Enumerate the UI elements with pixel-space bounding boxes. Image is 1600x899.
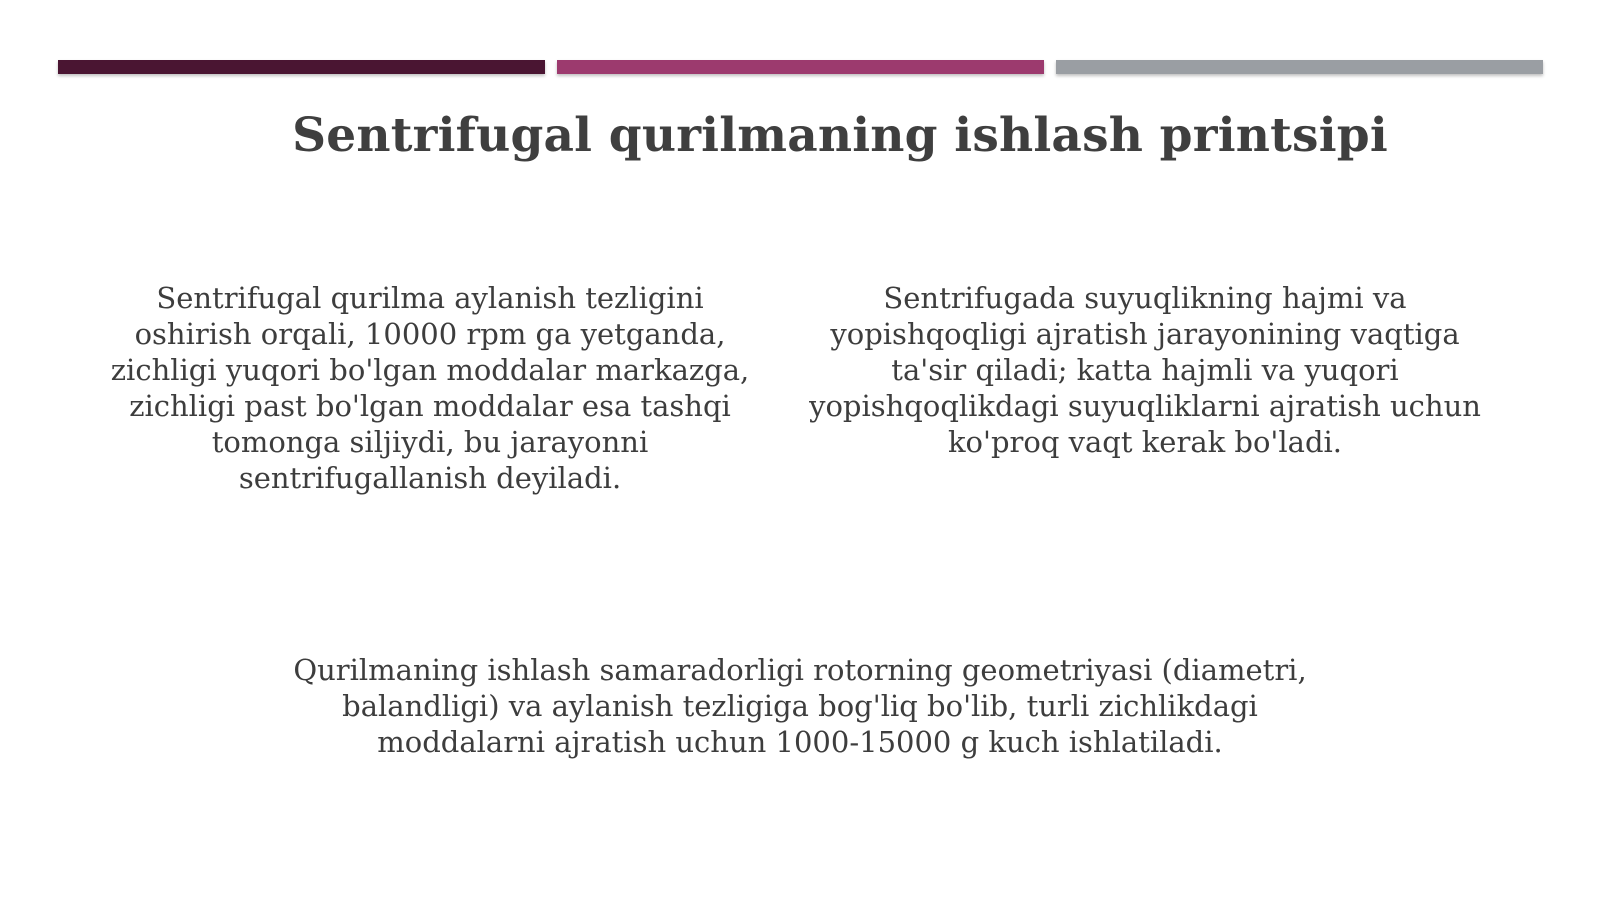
slide-title: Sentrifugal qurilmaning ishlash printsipi (292, 108, 1388, 163)
accent-bar-magenta (557, 60, 1044, 74)
accent-bar-dark (58, 60, 545, 74)
paragraph-left: Sentrifugal qurilma aylanish tezligini oshirish orqali, 10000 rpm ga yetganda, zichligi yuqori bo'lgan moddalar markazga, zichligi past bo'lgan moddalar esa tashqi tomonga siljiydi, bu jarayonni sentrifugallanish deyiladi. (110, 281, 750, 495)
paragraph-right: Sentrifugada suyuqlikning hajmi va yopishqoqligi ajratish jarayonining vaqtiga ta'sir qiladi; katta hajmli va yuqori yopishqoqlikdagi suyuqliklarni ajratish uchun ko'proq vaqt kerak bo'ladi. (809, 281, 1481, 459)
paragraph-bottom: Qurilmaning ishlash samaradorligi rotorning geometriyasi (diametri, balandligi) va aylanish tezligiga bog'liq bo'lib, turli zichlikdagi moddalarni ajratish uchun 1000-15000 g kuch ishlatiladi. (293, 653, 1307, 759)
accent-bar-gray (1056, 60, 1543, 74)
